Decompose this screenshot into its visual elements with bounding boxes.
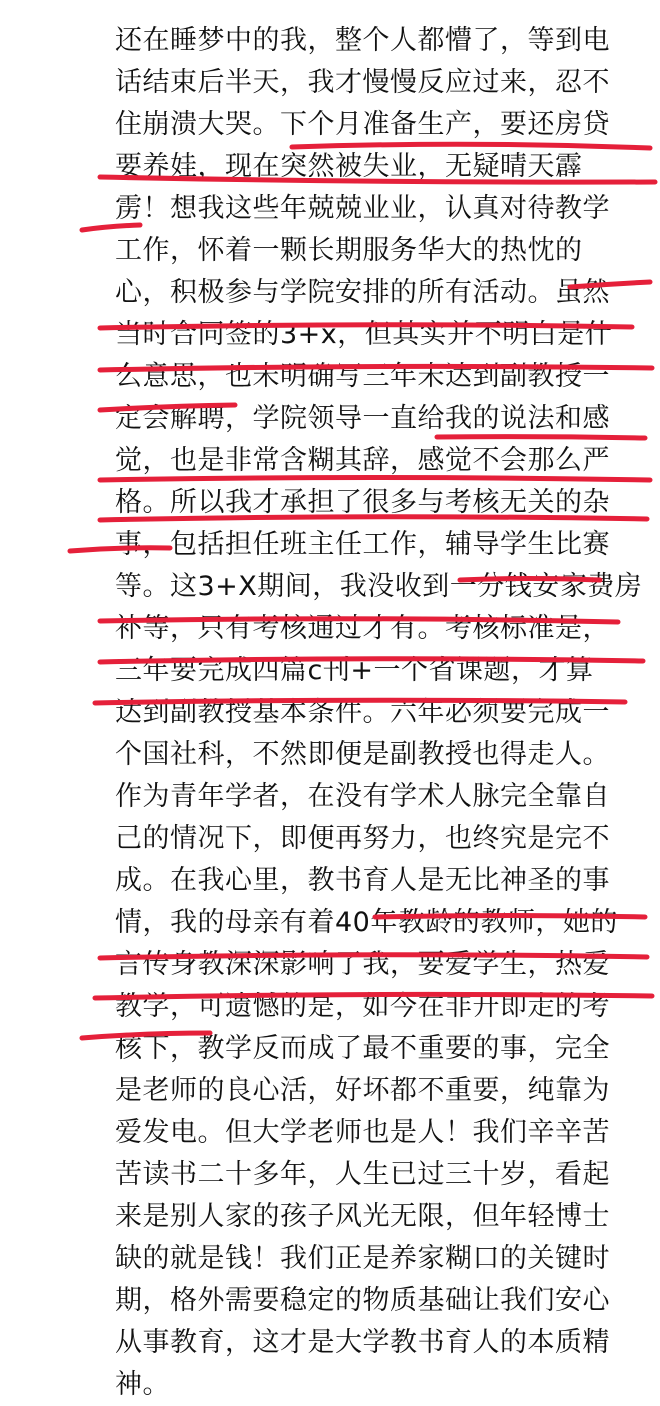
text-line: 要养娃，现在突然被失业，无疑晴天霹 [115,151,583,182]
text-line: 缺的就是钱！我们正是养家糊口的关键时 [115,1243,610,1274]
text-line: 事，包括担任班主任工作，辅导学生比赛 [115,529,610,560]
text-line: 是老师的良心活，好坏都不重要，纯靠为 [115,1075,610,1106]
text-line: 三年要完成四篇c刊+一个省课题，才算 [115,655,594,686]
text-line: 定会解聘，学院领导一直给我的说法和感 [115,403,610,434]
text-line: 达到副教授基本条件。六年必须要完成一 [115,697,610,728]
text-line: 雳！想我这些年兢兢业业，认真对待教学 [115,193,610,224]
text-line: 教学，可遗憾的是，如今在非升即走的考 [115,991,610,1022]
text-line: 情，我的母亲有着40年教龄的教师，她的 [115,907,618,938]
text-line: 还在睡梦中的我，整个人都懵了，等到电 [115,25,610,56]
text-line: 神。 [115,1369,170,1400]
text-line: 话结束后半天，我才慢慢反应过来，忍不 [115,67,610,98]
text-line: 期，格外需要稳定的物质基础让我们安心 [115,1285,610,1316]
text-line: 格。所以我才承担了很多与考核无关的杂 [115,487,610,518]
text-line: 当时合同签的3+x，但其实并不明白是什 [115,319,613,350]
text-line: 住崩溃大哭。下个月准备生产，要还房贷 [115,109,610,140]
text-line: 从事教育，这才是大学教书育人的本质精 [115,1327,610,1358]
text-line: 觉，也是非常含糊其辞，感觉不会那么严 [115,445,610,476]
text-line: 补等，只有考核通过才有。考核标准是， [115,613,610,644]
text-line: 心，积极参与学院安排的所有活动。虽然 [115,277,610,308]
text-line: 来是别人家的孩子风光无限，但年轻博士 [115,1201,610,1232]
text-line: 核下，教学反而成了最不重要的事，完全 [115,1033,610,1064]
text-line: 个国社科，不然即便是副教授也得走人。 [115,739,610,770]
text-line: 成。在我心里，教书育人是无比神圣的事 [115,865,610,896]
text-line: 作为青年学者，在没有学术人脉完全靠自 [115,781,610,812]
text-line: 爱发电。但大学老师也是人！我们辛辛苦 [115,1117,610,1148]
paragraph [115,20,660,1406]
text-line: 言传身教深深影响了我，要爱学生，热爱 [115,949,610,980]
text-line: 等。这3+X期间，我没收到一分钱安家费房 [115,571,643,602]
text-line: 工作，怀着一颗长期服务华大的热忱的 [115,235,583,266]
text-line: 己的情况下，即便再努力，也终究是完不 [115,823,610,854]
text-line: 么意思，也未明确写三年未达到副教授一 [115,361,610,392]
text-line: 苦读书二十多年，人生已过三十岁，看起 [115,1159,610,1190]
